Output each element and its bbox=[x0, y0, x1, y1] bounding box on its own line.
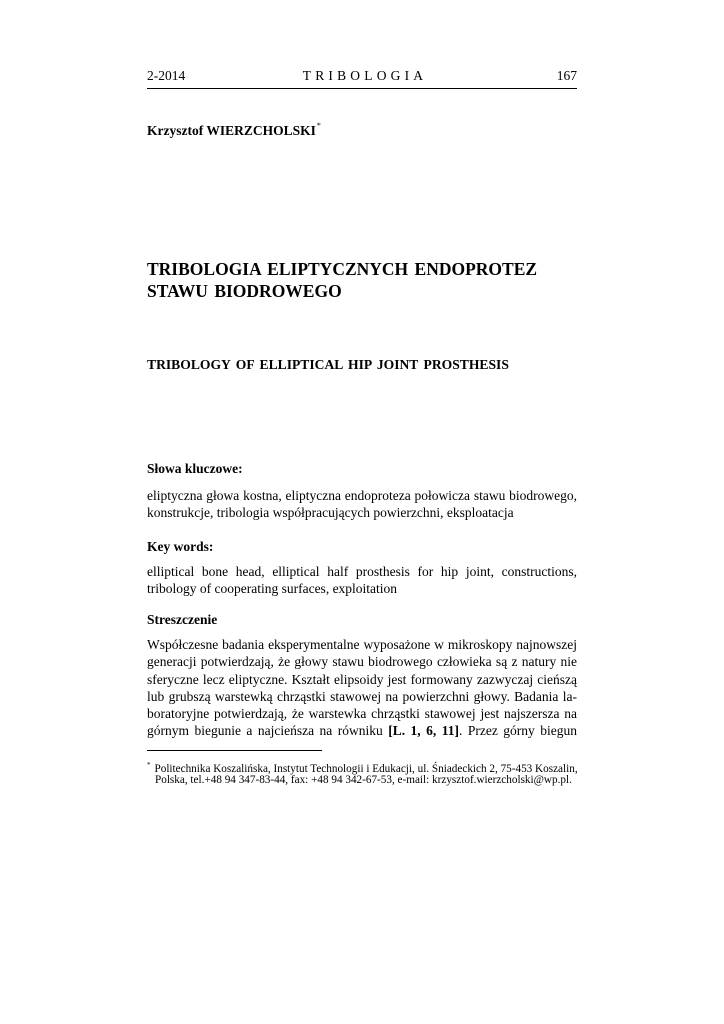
header-rule bbox=[147, 88, 577, 89]
abstract-line-6-start: górnym biegunie a najcieńsza na równiku bbox=[147, 723, 389, 739]
footnote-rule bbox=[147, 750, 322, 751]
running-header bbox=[147, 68, 577, 88]
abstract-line-5: boratoryjne potwierdzają, że warstewka chrząstki stawowej jest najszersza na bbox=[147, 706, 577, 722]
keywords-polish-heading: Słowa kluczowe: bbox=[147, 461, 243, 476]
journal-name: TRIBOLOGIA bbox=[302, 68, 428, 83]
abstract-text bbox=[147, 636, 577, 740]
footnote bbox=[147, 758, 577, 788]
author-footnote-mark: * bbox=[316, 121, 321, 130]
abstract-line-4: lub grubszą warstewką chrząstki stawowej na powierzchni głowy. Badania la- bbox=[147, 688, 577, 704]
keywords-polish-line-1: eliptyczna głowa kostna, eliptyczna endoproteza połowicza stawu biodrowego, bbox=[147, 488, 577, 503]
keywords-english-text bbox=[147, 563, 577, 598]
footnote-line-1 bbox=[147, 758, 577, 773]
abstract-line-3: sferyczne lecz eliptyczne. Kształt elipsoidy jest formowany zazwyczaj cieńszą bbox=[147, 671, 577, 687]
title-english: TRIBOLOGY OF ELLIPTICAL HIP JOINT PROSTHESIS bbox=[147, 357, 509, 372]
keywords-english-line-1: elliptical bone head, elliptical half prosthesis for hip joint, constructions, bbox=[147, 564, 577, 579]
footnote-affiliation: Politechnika Koszalińska, Instytut Technologii i Edukacji, ul. Śniadeckich 2, 75-453 Koszalin, bbox=[154, 763, 578, 775]
title-polish-line-2: STAWU BIODROWEGO bbox=[147, 281, 342, 301]
keywords-english-line-2: tribology of cooperating surfaces, exploitation bbox=[147, 581, 398, 597]
abstract-citation: [L. 1, 6, 11] bbox=[388, 723, 459, 739]
footnote-mark: * bbox=[147, 761, 151, 769]
abstract-line-2: generacji potwierdzają, że głowy stawu biodrowego człowieka są z natury nie bbox=[147, 654, 577, 670]
abstract-line-1: Współczesne badania eksperymentalne wyposażone w mikroskopy najnowszej bbox=[147, 637, 577, 652]
issue-number: 2-2014 bbox=[147, 68, 186, 83]
title-polish-line-1: TRIBOLOGIA ELIPTYCZNYCH ENDOPROTEZ bbox=[147, 259, 538, 279]
abstract-heading: Streszczenie bbox=[147, 612, 218, 627]
author-line bbox=[147, 121, 321, 139]
page-number: 167 bbox=[556, 68, 577, 83]
footnote-line-2: Polska, tel.+48 94 347-83-44, fax: +48 94 342-67-53, e-mail: krzysztof.wierzcholski@wp.pl. bbox=[155, 774, 572, 786]
keywords-english-heading: Key words: bbox=[147, 539, 214, 554]
abstract-line-6 bbox=[147, 722, 577, 739]
abstract-line-6-end: . Przez górny biegun bbox=[459, 723, 577, 739]
keywords-polish-text bbox=[147, 487, 577, 522]
author-name: Krzysztof WIERZCHOLSKI bbox=[147, 123, 316, 138]
title-polish bbox=[147, 258, 577, 302]
keywords-polish-line-2: konstrukcje, tribologia współpracujących powierzchni, eksploatacja bbox=[147, 505, 514, 521]
